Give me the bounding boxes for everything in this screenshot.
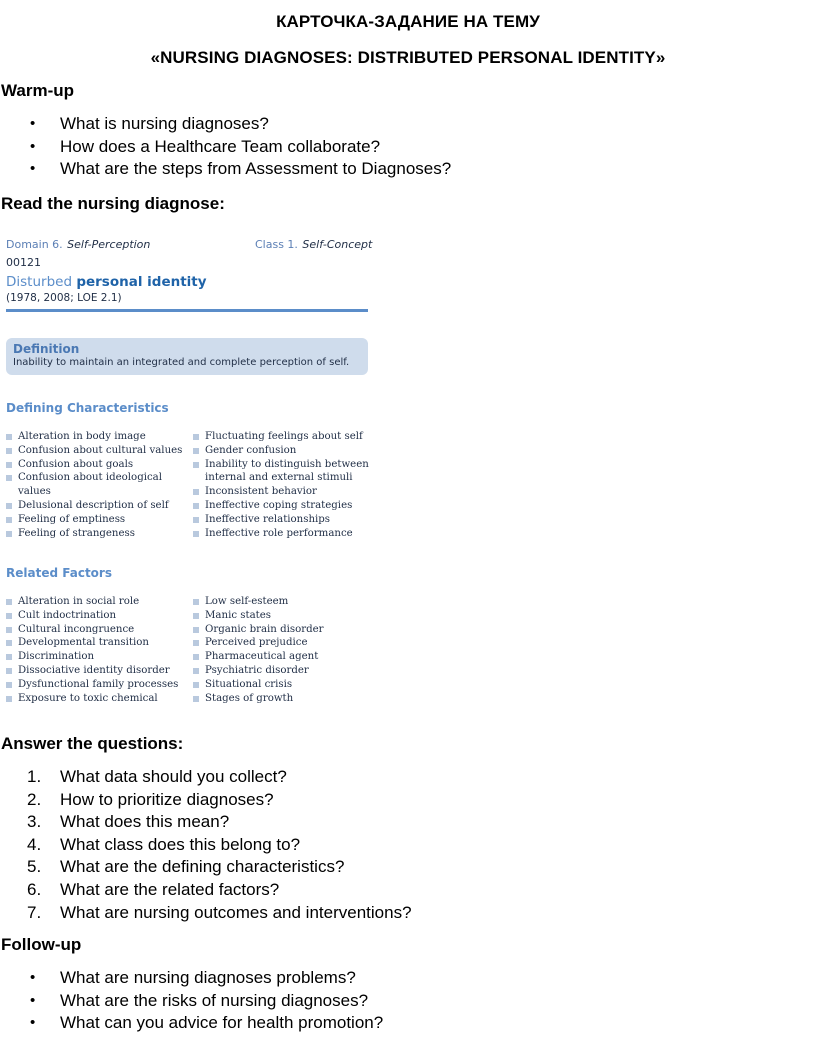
list-item: Dissociative identity disorder [6,664,191,678]
list-item: Dysfunctional family processes [6,678,191,692]
answer-heading: Answer the questions: [1,734,184,753]
list-item: Discrimination [6,650,191,664]
list-item: Low self-esteem [193,595,378,609]
divider [6,309,368,312]
bullet-icon: • [30,991,36,1009]
diagnosis-title-prefix: Disturbed [6,274,73,290]
list-item: Delusional description of self [6,499,186,513]
bullet-icon: • [30,115,36,132]
list-item: Feeling of emptiness [6,513,186,527]
diagnosis-title-main: personal identity [76,274,207,290]
list-item: Confusion about goals [6,458,186,472]
related-factors-title: Related Factors [6,566,112,580]
related-right-list [193,595,378,705]
defining-characteristics-title: Defining Characteristics [6,401,169,415]
list-item: Developmental transition [6,636,191,650]
domain-row [6,235,150,253]
list-item: Alteration in body image [6,430,186,444]
definition-title: Definition [13,342,80,356]
list-item: Ineffective relationships [193,513,378,527]
class-value: Self-Concept [302,238,373,251]
title-line-2: «NURSING DIAGNOSES: DISTRIBUTED PERSONAL IDENTITY» [150,48,666,67]
definition-box [6,338,368,375]
followup-heading: Follow-up [1,935,82,954]
diagnosis-year: (1978, 2008; LOE 2.1) [6,292,122,304]
domain-label: Domain 6. [6,238,63,251]
document-page: КАРТОЧКА-ЗАДАНИЕ НА ТЕМУ «NURSING DIAGNOSES: DISTRIBUTED PERSONAL IDENTITY» Warm-up • What is nursing diagnoses? • How does a Healthcare Team collaborate? • What are the steps from Assessment to Diagnoses? Read the nursing diagnose: Domain 6. Self-Perception Class 1. Self-Concept 00121 Disturbed personal identity (1978, 2008; LOE 2.1) Definition Inability to maintain an integrated and complete perception of self. Defining Characteristics Alteration in body image Confusion about cultural values Confusion about goals Confusion about ideological values Delusional description of self Feeling of emptiness Feeling of strangeness Fluctuating feelings about self Gender confusion Inability to distinguish between internal and external stimuli Inconsistent behavior Ineffective coping strategies Ineffective relationships Ineffective role performance Related Factors Alteration in social role Cult indoctrination Cultural incongruence Developmental transition Discrimination Dissociative identity disorder Dysfunctional family processes Exposure to toxic chemical Low self-esteem Manic states Organic brain disorder Perceived prejudice Pharmaceutical agent Psychiatric disorder Situational crisis Stages of growth Answer the questions: 1. What data should you collect? 2. How to prioritize diagnoses? 3. What does this mean? 4. What class does this belong to? 5. What are the defining characteristics? 6. What are the related factors? 7. What are nursing outcomes and interventions? Follow-up • What are nursing diagnoses problems? • What are the risks of nursing diagnoses? • What can you advice for health promotion? [0,0,816,1038]
diagnosis-code: 00121 [6,256,41,269]
list-item: Gender confusion [193,444,378,458]
list-item: Manic states [193,609,378,623]
defining-right-list [193,430,378,540]
list-item: Inability to distinguish between internal and external stimuli [193,458,375,486]
read-heading: Read the nursing diagnose: [1,194,225,213]
title-line-1: КАРТОЧКА-ЗАДАНИЕ НА ТЕМУ [276,12,540,31]
list-item: Fluctuating feelings about self [193,430,378,444]
list-item: Confusion about cultural values [6,444,186,458]
bullet-icon: • [30,137,36,155]
bullet-icon: • [30,160,36,178]
bullet-icon: • [30,969,36,986]
defining-left-list [6,430,186,540]
list-item: Confusion about ideological values [6,471,168,499]
list-item: Perceived prejudice [193,636,378,650]
list-item: Stages of growth [193,692,378,706]
list-item: Inconsistent behavior [193,485,378,499]
nursing-diagnosis-card [0,226,380,712]
list-item: Feeling of strangeness [6,527,186,541]
list-item: Organic brain disorder [193,623,378,637]
list-item: Cult indoctrination [6,609,191,623]
list-item: Cultural incongruence [6,623,191,637]
related-left-list [6,595,191,705]
domain-value: Self-Perception [67,238,151,251]
list-item: Ineffective role performance [193,527,378,541]
class-label: Class 1. [255,238,298,251]
bullet-icon: • [30,1014,36,1032]
list-item: Psychiatric disorder [193,664,378,678]
list-item: Ineffective coping strategies [193,499,378,513]
list-item: Exposure to toxic chemical [6,692,191,706]
list-item: Alteration in social role [6,595,191,609]
warmup-heading: Warm-up [1,81,75,100]
diagnosis-title [6,274,207,290]
list-item: Pharmaceutical agent [193,650,378,664]
list-item: Situational crisis [193,678,378,692]
definition-text: Inability to maintain an integrated and complete perception of self. [13,357,350,368]
class-row [255,235,372,253]
